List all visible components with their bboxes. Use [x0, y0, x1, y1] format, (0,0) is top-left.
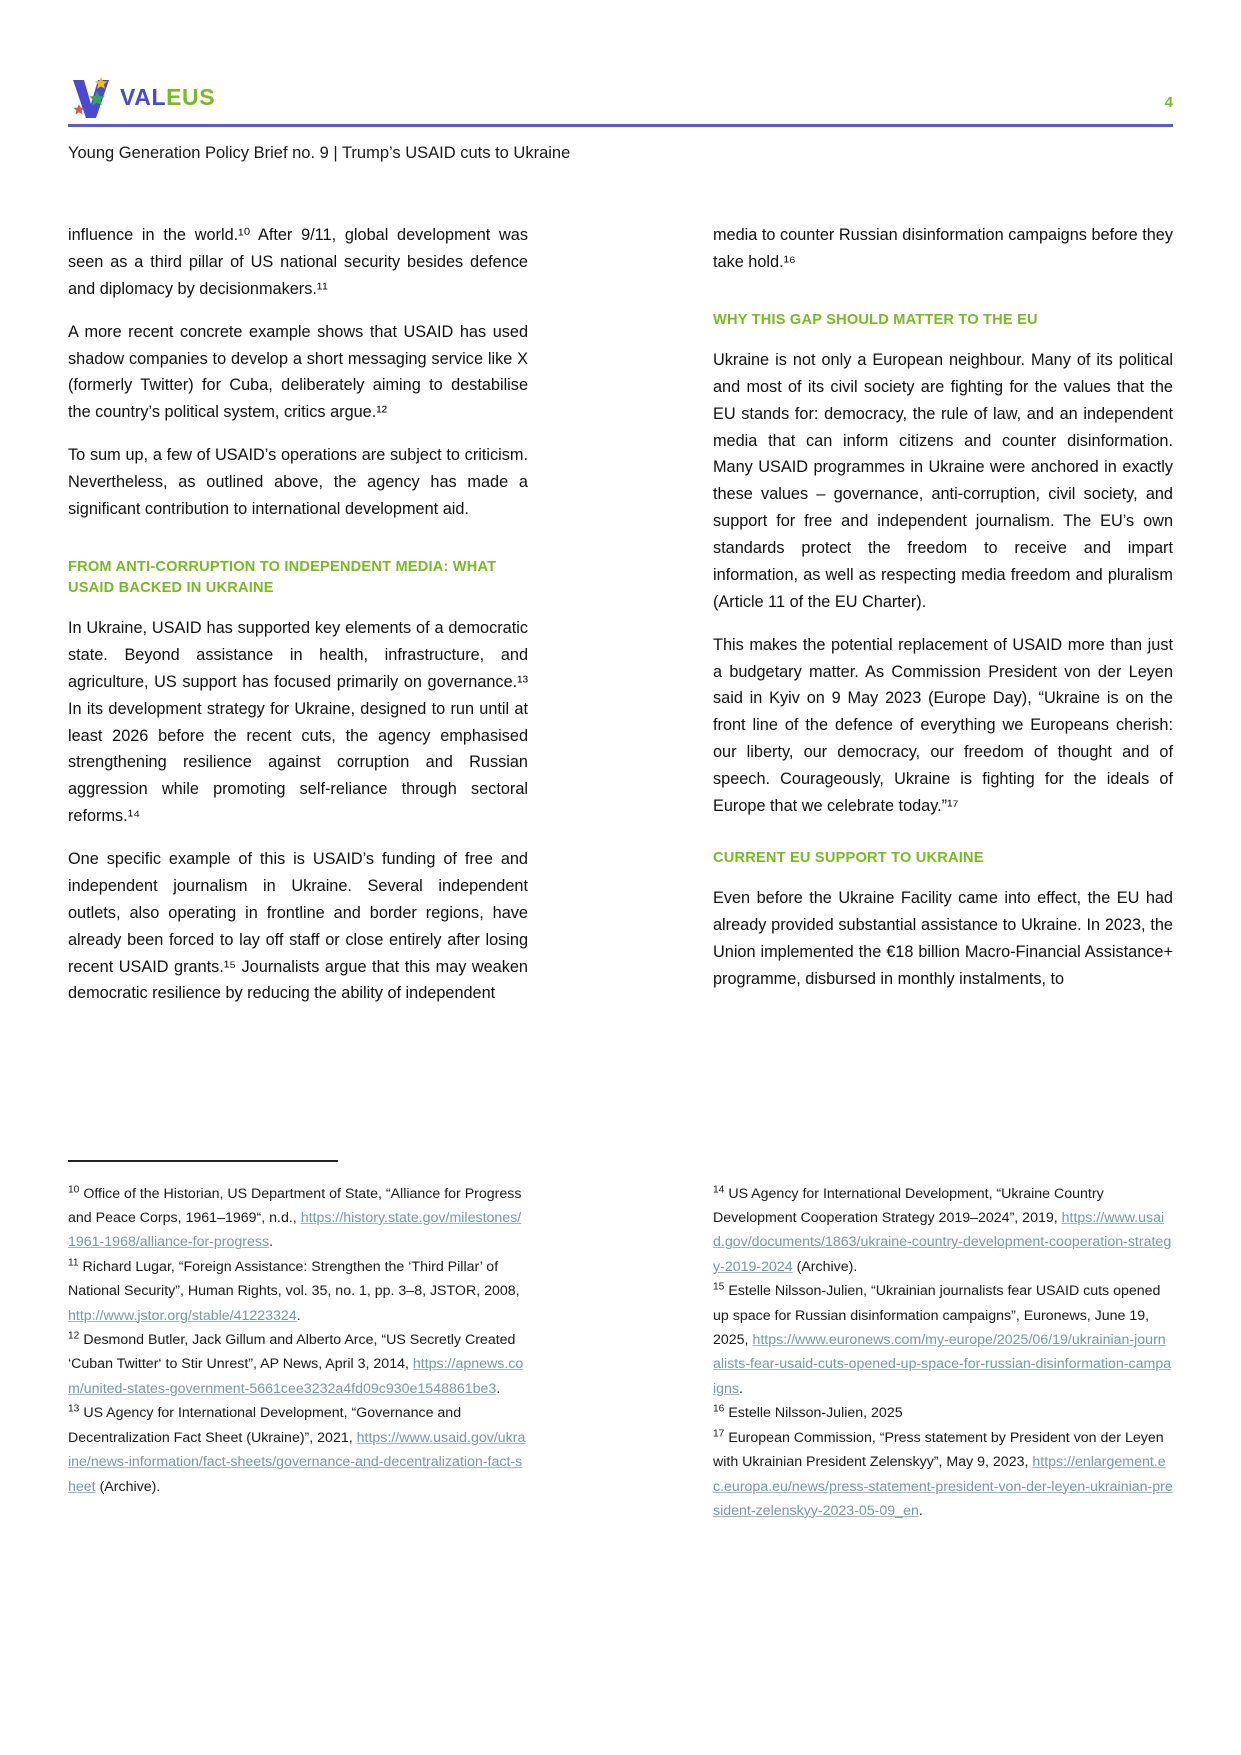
- footnote-link[interactable]: https://www.usaid.gov/documents/1863/ukraine-country-development-cooperation-strategy-2019-2024: [713, 1209, 1172, 1275]
- footnote-item: [68, 1255, 528, 1328]
- footnote-separator-spacer: [713, 1160, 983, 1162]
- footnote-text-trailing: (Archive).: [95, 1478, 161, 1495]
- paragraph: To sum up, a few of USAID’s operations are subject to criticism. Nevertheless, as outlined above, the agency has made a significant contribution to international development aid.: [68, 446, 528, 518]
- footnote-number: 14: [713, 1183, 725, 1195]
- footnote-link[interactable]: https://www.usaid.gov/ukraine/news-information/fact-sheets/governance-and-decentralization-fact-sheet: [68, 1429, 526, 1495]
- footnote-number: 16: [713, 1403, 725, 1415]
- paragraph: This makes the potential replacement of USAID more than just a budgetary matter. As Commission President von der Leyen said in Kyiv on 9 May 2023 (Europe Day), “Ukraine is on the front line of the defence of everything we Europeans cherish: our liberty, our democracy, our freedom of thought and of speech. Courageously, Ukraine is fighting for the ideals of Europe that we celebrate today.”¹⁷: [713, 635, 1173, 815]
- paragraph: One specific example of this is USAID’s funding of free and independent journalism in Ukraine. Several independent outlets, also operating in frontline and border regions, have already been forced to lay off staff or close entirely after losing recent USAID grants.¹⁵ Journalists argue that this may weaken democratic resilience by reducing the ability of independent: [68, 850, 528, 1003]
- header-divider: [68, 124, 1173, 127]
- paragraph: influence in the world.¹⁰ After 9/11, global development was seen as a third pillar of US national security besides defence and diplomacy by decisionmakers.¹¹: [68, 226, 528, 298]
- paragraph: Ukraine is not only a European neighbour. Many of its political and most of its civil society are fighting for the values that the EU stands for: democracy, the rule of law, and an independent media that can inform citizens and counter disinformation. Many USAID programmes in Ukraine were anchored in exactly these values – governance, anti-corruption, civil society, and support for free and independent journalism. The EU’s own standards protect the freedom to receive and impart information, as well as respecting media freedom and pluralism (Article 11 of the EU Charter).: [713, 350, 1173, 611]
- footnote-text-trailing: .: [296, 1307, 301, 1324]
- logo-wordmark: [120, 83, 216, 110]
- footnote-text: Richard Lugar, “Foreign Assistance: Strengthen the ‘Third Pillar’ of National Security”, Human Rights, vol. 35, no. 1, pp. 3–8, JSTOR, 2008,: [68, 1258, 520, 1300]
- footnote-separator: [68, 1160, 338, 1162]
- footnote-number: 13: [68, 1403, 80, 1415]
- footnote-link[interactable]: https://history.state.gov/milestones/1961-1968/alliance-for-progress: [68, 1209, 522, 1251]
- footnote-text-trailing: .: [496, 1380, 501, 1397]
- footnotes-right-column: [713, 1160, 1173, 1523]
- section-heading-usaid-backed: FROM ANTI-CORRUPTION TO INDEPENDENT MEDIA: WHAT USAID BACKED IN UKRAINE: [68, 558, 497, 596]
- footnote-item: [68, 1182, 528, 1255]
- page-number: 4: [1164, 94, 1173, 111]
- footnote-link[interactable]: https://enlargement.ec.europa.eu/news/press-statement-president-von-der-leyen-ukrainian-president-zelenskyy-2023-05-09_en: [713, 1454, 1173, 1519]
- footnote-text-trailing: .: [739, 1380, 743, 1397]
- footnote-number: 12: [68, 1330, 80, 1342]
- footnote-item: [713, 1182, 1173, 1280]
- footnote-number: 10: [68, 1183, 80, 1195]
- footnote-link[interactable]: http://www.jstor.org/stable/41223324: [68, 1307, 297, 1324]
- paragraph: Even before the Ukraine Facility came into effect, the EU had already provided substantial assistance to Ukraine. In 2023, the Union implemented the €18 billion Macro-Financial Assistance+ programme, disbursed in monthly instalments, to: [713, 888, 1173, 988]
- footnote-number: 11: [68, 1257, 79, 1269]
- paragraph: A more recent concrete example shows that USAID has used shadow companies to develop a short messaging service like X (formerly Twitter) for Cuba, deliberately aiming to destabilise the country’s political system, critics argue.¹²: [68, 322, 528, 422]
- body-columns: [68, 222, 1173, 1007]
- footnote-item: [713, 1401, 1173, 1425]
- footnotes-area: [68, 1160, 1173, 1523]
- left-column: [68, 222, 528, 1007]
- paragraph: media to counter Russian disinformation campaigns before they take hold.¹⁶: [713, 226, 1173, 271]
- footnote-link[interactable]: https://www.euronews.com/my-europe/2025/06/19/ukrainian-journalists-fear-usaid-cuts-opened-up-space-for-russian-disinformation-campaigns: [713, 1332, 1172, 1397]
- footnote-text: US Agency for International Development, “Ukraine Country Development Cooperation Strategy 2019–2024”, 2019,: [713, 1185, 1104, 1226]
- footnote-number: 15: [713, 1281, 725, 1293]
- right-column: [713, 222, 1173, 1007]
- running-head: Young Generation Policy Brief no. 9 | Trump’s USAID cuts to Ukraine: [68, 144, 571, 162]
- section-heading-current-eu-support: CURRENT EU SUPPORT TO UKRAINE: [713, 849, 984, 866]
- footnote-text: European Commission, “Press statement by President von der Leyen with Ukrainian President Zelenskyy”, May 9, 2023,: [713, 1429, 1164, 1471]
- valeus-logo: [68, 72, 215, 122]
- footnote-item: [713, 1279, 1173, 1401]
- footnote-text: Estelle Nilsson-Julien, 2025: [724, 1405, 903, 1422]
- valeus-v-mark-icon: [68, 74, 114, 120]
- logo-word-eus: EUS: [166, 83, 216, 110]
- logo-word-val: VAL: [120, 83, 167, 110]
- footnote-text-trailing: (Archive).: [792, 1258, 858, 1275]
- footnote-text: Office of the Historian, US Department of State, “Alliance for Progress and Peace Corps, 1961–1969“, n.d.,: [68, 1185, 522, 1226]
- footnote-text: Estelle Nilsson-Julien, “Ukrainian journalists fear USAID cuts opened up space for Russian disinformation campaigns”, Euronews, June 19, 2025,: [713, 1283, 1161, 1349]
- footnote-text-trailing: .: [269, 1234, 274, 1251]
- section-heading-why-this-gap: WHY THIS GAP SHOULD MATTER TO THE EU: [713, 311, 1038, 328]
- footnote-list-left: [68, 1182, 528, 1499]
- footnote-item: [68, 1401, 528, 1499]
- footnote-link[interactable]: https://apnews.com/united-states-government-5661cee3232a4fd09c930e1548861be3: [68, 1356, 524, 1397]
- footnote-item: [68, 1328, 528, 1401]
- footnote-item: [713, 1426, 1173, 1524]
- footnote-text-trailing: .: [918, 1502, 923, 1519]
- paragraph: In Ukraine, USAID has supported key elements of a democratic state. Beyond assistance in health, infrastructure, and agriculture, US support has focused primarily on governance.¹³ In its development strategy for Ukraine, designed to run until at least 2026 before the recent cuts, the agency emphasised strengthening resilience against corruption and Russian aggression while promoting self-reliance through sectoral reforms.¹⁴: [68, 619, 528, 826]
- footnote-list-right: [713, 1182, 1173, 1524]
- footnote-text: US Agency for International Development, “Governance and Decentralization Fact Sheet (Ukraine)”, 2021,: [68, 1405, 462, 1446]
- footnote-text: Desmond Butler, Jack Gillum and Alberto Arce, “US Secretly Created ‘Cuban Twitter‘ to Stir Unrest”, AP News, April 3, 2014,: [68, 1332, 516, 1373]
- footnote-number: 17: [713, 1427, 725, 1439]
- footnotes-left-column: [68, 1160, 528, 1523]
